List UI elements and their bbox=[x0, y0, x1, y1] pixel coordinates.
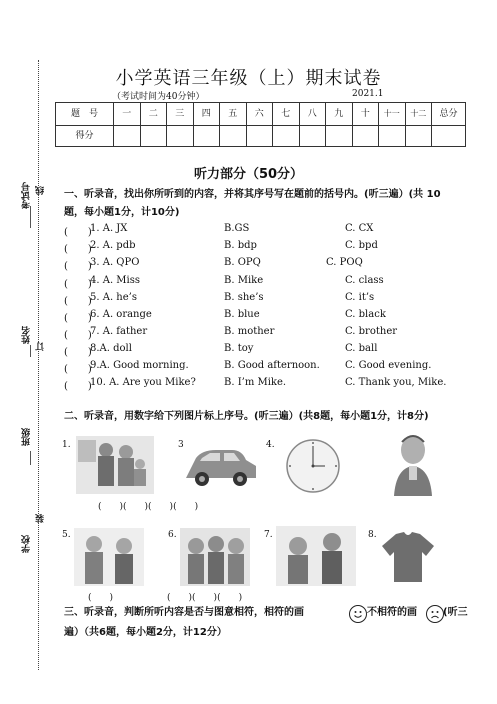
header-cell: 八 bbox=[299, 103, 326, 126]
binding-line bbox=[38, 60, 39, 670]
label-name: 姓名 bbox=[22, 326, 32, 344]
option-a: 8.A. doll bbox=[90, 343, 132, 354]
option-c: C. black bbox=[345, 309, 386, 320]
score-table bbox=[55, 102, 466, 147]
option-a: 1. A. JX bbox=[90, 223, 128, 234]
header-cell: 十 bbox=[352, 103, 379, 126]
option-c: C. POQ bbox=[326, 257, 363, 268]
mark-line: 线 bbox=[36, 186, 46, 195]
greeting-picture bbox=[74, 528, 144, 586]
header-cell: 总分 bbox=[432, 103, 466, 126]
header-cell: 六 bbox=[246, 103, 273, 126]
exam-date: 2021.1 bbox=[352, 89, 384, 99]
option-c: C. it’s bbox=[345, 292, 375, 303]
part3-heading-line2: 遍）（共6题，每小题2分，计12分） bbox=[64, 627, 227, 638]
option-b: B. Good afternoon. bbox=[224, 360, 320, 371]
picture-number: 5. bbox=[62, 530, 71, 540]
option-a: 3. A. QPO bbox=[90, 257, 140, 268]
option-b: B. she’s bbox=[224, 292, 264, 303]
header-cell: 一 bbox=[114, 103, 141, 126]
header-cell: 三 bbox=[167, 103, 194, 126]
option-c: C. CX bbox=[345, 223, 374, 234]
score-cell[interactable] bbox=[246, 126, 273, 147]
answer-paren[interactable]: ( ) bbox=[64, 296, 92, 307]
picture-answer-parens[interactable]: ( )( )( )( ) bbox=[98, 502, 199, 512]
part3-heading: 三、听录音，判断所听内容是否与图意相符，相符的画 bbox=[64, 607, 304, 618]
picture-number: 4. bbox=[266, 440, 275, 450]
girls-picture bbox=[180, 528, 250, 586]
picture-number: 1. bbox=[62, 440, 71, 450]
option-c: C. Thank you, Mike. bbox=[345, 377, 447, 388]
answer-paren[interactable]: ( ) bbox=[64, 364, 92, 375]
option-b: B. Mike bbox=[224, 275, 264, 286]
option-a: 7. A. father bbox=[90, 326, 148, 337]
classroom-picture bbox=[276, 526, 356, 586]
score-cell[interactable] bbox=[167, 126, 194, 147]
name-blank bbox=[30, 345, 31, 357]
option-a: 5. A. he’s bbox=[90, 292, 137, 303]
sad-face-icon bbox=[426, 605, 444, 623]
option-a: 2. A. pdb bbox=[90, 240, 136, 251]
header-cell: 题 号 bbox=[56, 103, 114, 126]
answer-paren[interactable]: ( ) bbox=[64, 381, 92, 392]
header-cell: 十一 bbox=[379, 103, 406, 126]
picture-number: 7. bbox=[264, 530, 273, 540]
option-a: 9.A. Good morning. bbox=[90, 360, 189, 371]
label-exam-number: 考试号 bbox=[22, 182, 32, 209]
header-cell: 九 bbox=[326, 103, 353, 126]
list-item bbox=[64, 377, 464, 393]
score-cell[interactable] bbox=[352, 126, 379, 147]
option-c: C. Good evening. bbox=[345, 360, 432, 371]
score-cell[interactable] bbox=[273, 126, 300, 147]
picture-answer-parens[interactable]: ( ) ( )( )( ) bbox=[88, 593, 243, 603]
header-cell: 十二 bbox=[405, 103, 432, 126]
list-item bbox=[64, 326, 464, 342]
mark-bind2: 装 bbox=[36, 514, 46, 523]
header-cell: 五 bbox=[220, 103, 247, 126]
option-b: B.GS bbox=[224, 223, 250, 234]
exam-duration: （考试时间为40分钟） bbox=[112, 92, 205, 102]
smile-face-icon bbox=[349, 605, 367, 623]
car-picture bbox=[182, 444, 260, 490]
answer-paren[interactable]: ( ) bbox=[64, 279, 92, 290]
option-b: B. blue bbox=[224, 309, 260, 320]
option-c: C. brother bbox=[345, 326, 398, 337]
class-blank bbox=[30, 451, 31, 465]
answer-paren[interactable]: ( ) bbox=[64, 330, 92, 341]
option-c: C. ball bbox=[345, 343, 378, 354]
list-item bbox=[64, 223, 464, 239]
list-item bbox=[64, 275, 464, 291]
list-item bbox=[64, 240, 464, 256]
option-a: 6. A. orange bbox=[90, 309, 152, 320]
score-cell[interactable] bbox=[326, 126, 353, 147]
answer-paren[interactable]: ( ) bbox=[64, 261, 92, 272]
list-item bbox=[64, 309, 464, 325]
option-c: C. bpd bbox=[345, 240, 378, 251]
part3-heading-continued: 不相符的画 bbox=[367, 607, 417, 618]
score-label: 得分 bbox=[56, 126, 114, 147]
picture-number: 3 bbox=[178, 440, 184, 450]
header-cell: 七 bbox=[273, 103, 300, 126]
option-b: B. toy bbox=[224, 343, 254, 354]
list-item bbox=[64, 292, 464, 308]
label-class: 班级 bbox=[22, 428, 32, 446]
score-cell[interactable] bbox=[432, 126, 466, 147]
score-cell[interactable] bbox=[220, 126, 247, 147]
answer-paren[interactable]: ( ) bbox=[64, 227, 92, 238]
score-cell[interactable] bbox=[140, 126, 167, 147]
list-item bbox=[64, 360, 464, 376]
option-b: B. OPQ bbox=[224, 257, 261, 268]
score-cell[interactable] bbox=[379, 126, 406, 147]
grandfather-picture bbox=[388, 430, 438, 496]
part1-heading: 一、听录音，找出你所听到的内容，并将其序号写在题前的括号内。(听三遍）(共 10 题，每小题1分，计10分) bbox=[64, 189, 441, 218]
mark-bind: 订 bbox=[36, 342, 46, 351]
part3-heading-end: (听三 bbox=[443, 607, 468, 618]
option-a: 4. A. Miss bbox=[90, 275, 140, 286]
exam-number-blank bbox=[30, 206, 31, 228]
picture-number: 6. bbox=[168, 530, 177, 540]
tshirt-picture bbox=[380, 530, 436, 584]
answer-paren[interactable]: ( ) bbox=[64, 347, 92, 358]
listening-section-title: 听力部分（50分） bbox=[193, 167, 304, 182]
score-cell[interactable] bbox=[114, 126, 141, 147]
family-picture bbox=[76, 436, 154, 494]
score-cell[interactable] bbox=[299, 126, 326, 147]
option-a: 10. A. Are you Mike? bbox=[90, 377, 196, 388]
score-cell[interactable] bbox=[193, 126, 220, 147]
option-b: B. mother bbox=[224, 326, 275, 337]
part2-heading: 二、听录音，用数字给下列图片标上序号。(听三遍）(共8题，每小题1分，计8分) bbox=[64, 411, 429, 422]
header-cell: 二 bbox=[140, 103, 167, 126]
option-b: B. bdp bbox=[224, 240, 257, 251]
header-cell: 四 bbox=[193, 103, 220, 126]
answer-paren[interactable]: ( ) bbox=[64, 244, 92, 255]
label-school: 学校 bbox=[22, 535, 32, 553]
option-c: C. class bbox=[345, 275, 384, 286]
exam-title: 小学英语三年级（上）期末试卷 bbox=[115, 68, 382, 89]
score-cell[interactable] bbox=[405, 126, 432, 147]
list-item bbox=[64, 257, 464, 273]
picture-number: 8. bbox=[368, 530, 377, 540]
option-b: B. I’m Mike. bbox=[224, 377, 287, 388]
answer-paren[interactable]: ( ) bbox=[64, 313, 92, 324]
list-item bbox=[64, 343, 464, 359]
clock-picture bbox=[285, 438, 341, 494]
